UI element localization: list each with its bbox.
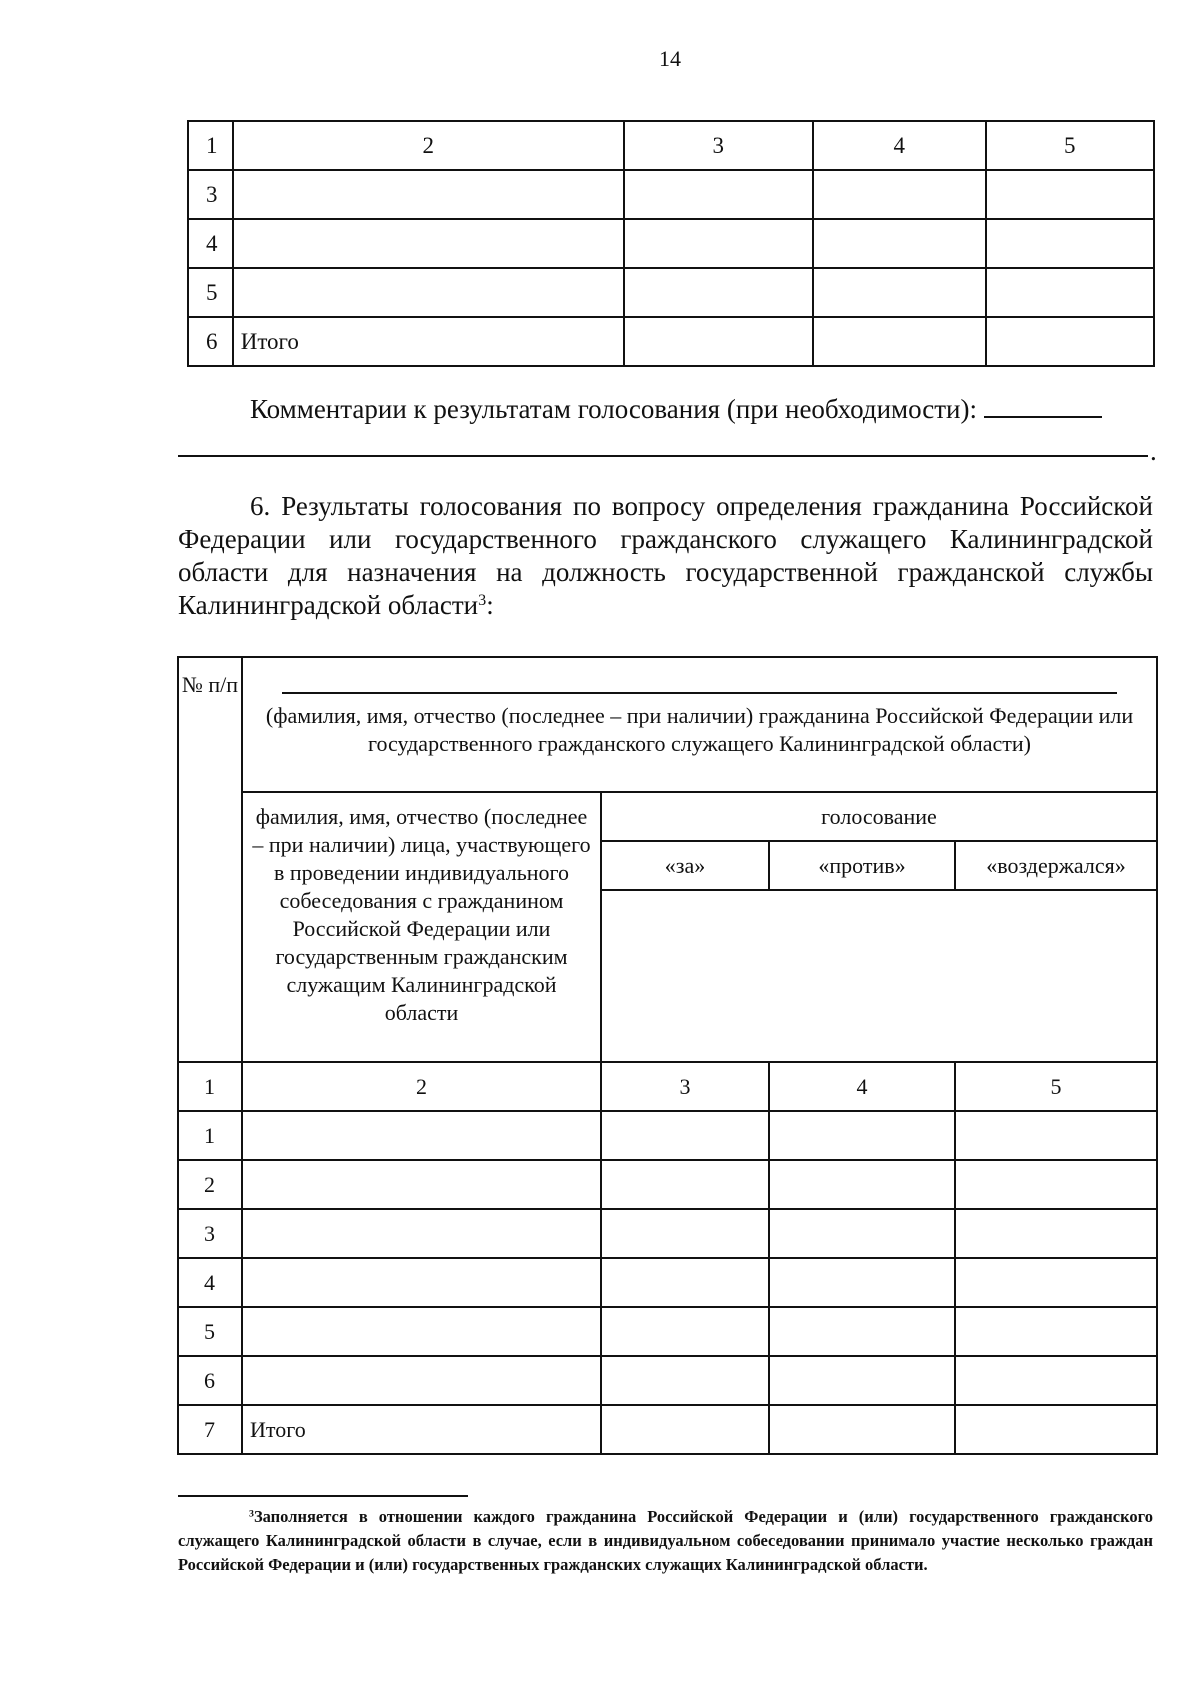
row-number: 2	[178, 1160, 242, 1209]
table-row	[178, 1258, 1157, 1307]
cell	[955, 1258, 1157, 1307]
fio-header: фамилия, имя, отчество (последнее – при наличии) лица, участвующего в проведении индивидуального собеседования с гражданином Российской Федерации или государственным гражданским служащим Калининградской области	[242, 792, 601, 1062]
comments-blank	[984, 416, 1102, 418]
header-cell: 5	[986, 121, 1154, 170]
row-number: 6	[178, 1356, 242, 1405]
table-row	[188, 268, 1154, 317]
vote-blank-area	[601, 890, 1157, 1062]
row-text	[242, 1209, 601, 1258]
candidate-name-line	[282, 692, 1117, 694]
index-row	[178, 1062, 1157, 1111]
cell	[955, 1405, 1157, 1454]
comments-line	[178, 455, 1148, 457]
cell	[769, 1307, 955, 1356]
voting-header: голосование	[601, 792, 1157, 841]
cell	[624, 170, 813, 219]
cell	[624, 268, 813, 317]
cell	[986, 170, 1154, 219]
cell	[813, 268, 986, 317]
row-text	[242, 1356, 601, 1405]
cell	[769, 1258, 955, 1307]
index-cell: 2	[242, 1062, 601, 1111]
cell	[813, 219, 986, 268]
row-number: 1	[178, 1111, 242, 1160]
cell	[601, 1307, 769, 1356]
table-header-row	[188, 121, 1154, 170]
cell	[769, 1405, 955, 1454]
header-cell: 1	[188, 121, 233, 170]
voting-table-continued	[187, 120, 1155, 367]
cell	[601, 1356, 769, 1405]
row-text	[233, 268, 624, 317]
cell	[813, 317, 986, 366]
index-cell: 1	[178, 1062, 242, 1111]
cell	[769, 1209, 955, 1258]
row-text	[242, 1111, 601, 1160]
header-cell: 4	[813, 121, 986, 170]
row-number: 3	[188, 170, 233, 219]
table-row	[178, 1405, 1157, 1454]
table-row	[178, 1111, 1157, 1160]
cell	[986, 317, 1154, 366]
row-number: 6	[188, 317, 233, 366]
cell	[955, 1209, 1157, 1258]
cell	[813, 170, 986, 219]
cell	[955, 1160, 1157, 1209]
voting-results-table	[177, 656, 1158, 1455]
row-text: Итого	[242, 1405, 601, 1454]
cell	[769, 1160, 955, 1209]
cell	[624, 317, 813, 366]
row-number: 7	[178, 1405, 242, 1454]
index-cell: 5	[955, 1062, 1157, 1111]
table-row	[178, 1307, 1157, 1356]
cell	[601, 1405, 769, 1454]
row-number: 3	[178, 1209, 242, 1258]
cell	[955, 1356, 1157, 1405]
vote-against-header: «против»	[769, 841, 955, 890]
section-6-paragraph: 6. Результаты голосования по вопросу определения гражданина Российской Федерации или государственного гражданского служащего Калининградской области для назначения на должность государственной гражданской службы Калининградской области$^3$:	[178, 491, 1153, 620]
row-text	[242, 1258, 601, 1307]
candidate-header: (фамилия, имя, отчество (последнее – при наличии) гражданина Российской Федерации или государственного гражданского служащего Калининградской области)	[242, 657, 1157, 792]
row-text	[233, 219, 624, 268]
row-text	[233, 170, 624, 219]
comments-end: .	[1150, 436, 1157, 466]
cell	[624, 219, 813, 268]
index-cell: 4	[769, 1062, 955, 1111]
table-row	[188, 219, 1154, 268]
row-number: 4	[188, 219, 233, 268]
table-row	[188, 317, 1154, 366]
row-text	[242, 1307, 601, 1356]
cell	[955, 1307, 1157, 1356]
row-number: 5	[178, 1307, 242, 1356]
cell	[955, 1111, 1157, 1160]
header-cell: 2	[233, 121, 624, 170]
vote-abstain-header: «воздержался»	[955, 841, 1157, 890]
table-row	[178, 1356, 1157, 1405]
number-column-header: № п/п	[178, 657, 242, 1062]
cell	[769, 1356, 955, 1405]
index-cell: 3	[601, 1062, 769, 1111]
page-number: 14	[659, 46, 681, 71]
row-number: 5	[188, 268, 233, 317]
cell	[601, 1160, 769, 1209]
cell	[601, 1209, 769, 1258]
cell	[601, 1111, 769, 1160]
row-number: 4	[178, 1258, 242, 1307]
table-row	[188, 170, 1154, 219]
cell	[601, 1258, 769, 1307]
vote-for-header: «за»	[601, 841, 769, 890]
row-text: Итого	[233, 317, 624, 366]
cell	[769, 1111, 955, 1160]
cell	[986, 268, 1154, 317]
cell	[986, 219, 1154, 268]
footnote-separator	[178, 1495, 468, 1497]
table-row	[178, 1160, 1157, 1209]
footnote-ref: 3	[478, 591, 487, 610]
footnote-mark: 3	[249, 1508, 254, 1520]
footnote: $^3$Заполняется в отношении каждого гражданина Российской Федерации и (или) государственного гражданского служащего Калининградской области в случае, если в индивидуальном собеседовании принимало участие несколько граждан Российской Федерации и (или) государственных гражданских служащих Калининградской области.	[178, 1507, 1153, 1574]
comments-label: Комментарии к результатам голосования (при необходимости):	[250, 394, 1102, 425]
table-row	[178, 1209, 1157, 1258]
row-text	[242, 1160, 601, 1209]
header-cell: 3	[624, 121, 813, 170]
